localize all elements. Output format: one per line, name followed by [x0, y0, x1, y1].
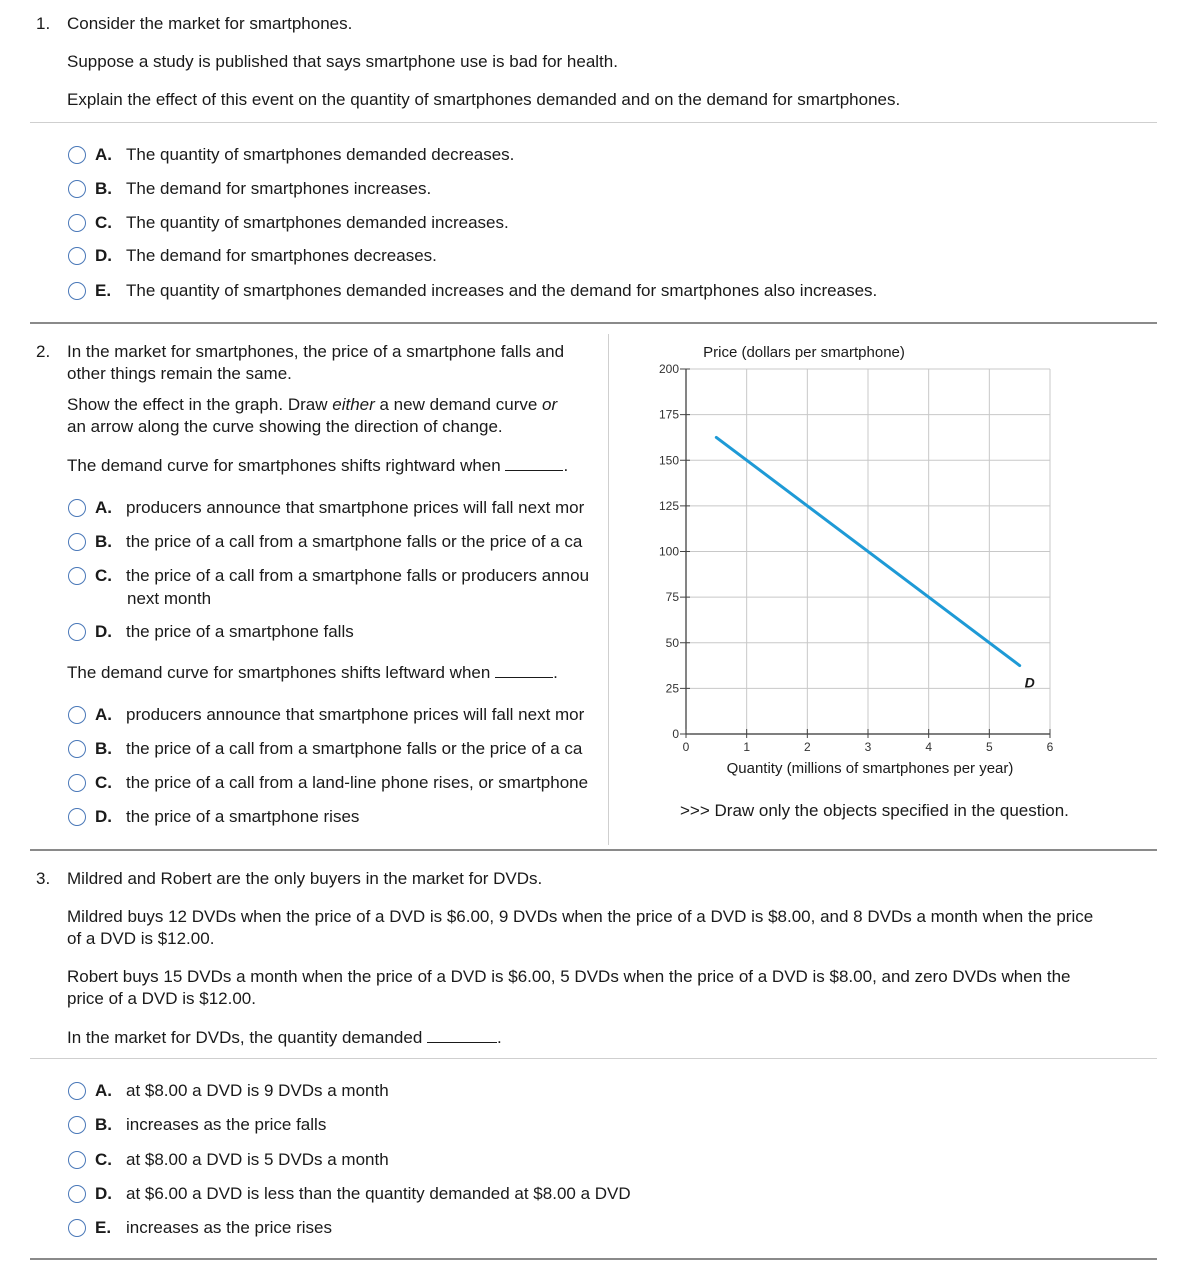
draw-instruction: >>> Draw only the objects specified in the question.: [680, 801, 1069, 820]
q3-option-e[interactable]: E. increases as the price rises: [68, 1217, 332, 1239]
q2-left-option-c[interactable]: C. the price of a call from a land-line phone rises, or smartphone: [68, 772, 602, 794]
q2-left-option-a[interactable]: A. producers announce that smartphone prices will fall next mor: [68, 704, 602, 726]
q2-right-option-a[interactable]: A. producers announce that smartphone prices will fall next mor: [68, 497, 602, 519]
question-1-prompt: Explain the effect of this event on the quantity of smartphones demanded and on the demand for smartphones.: [67, 90, 901, 109]
question-1-scenario: Suppose a study is published that says smartphone use is bad for health.: [67, 52, 618, 71]
x-tick-label: 3: [864, 740, 872, 754]
answer-blank: [427, 1029, 497, 1043]
question-2-intro-line1: In the market for smartphones, the price of a smartphone falls and: [67, 342, 565, 361]
question-2-intro-line2: other things remain the same.: [67, 364, 292, 383]
q2-right-option-c[interactable]: C. the price of a call from a smartphone falls or producers annou: [68, 565, 602, 587]
robert-schedule-line2: price of a DVD is $12.00.: [67, 989, 256, 1008]
q1-option-b[interactable]: B. The demand for smartphones increases.: [68, 178, 431, 200]
question-2-instruction-line2: an arrow along the curve showing the direction of change.: [67, 417, 503, 436]
x-axis-label: Quantity (millions of smartphones per year): [726, 760, 1014, 777]
radio-button[interactable]: [68, 774, 86, 792]
column-divider: [608, 334, 609, 845]
question-2-number: 2.: [36, 342, 51, 361]
y-tick-label: 50: [665, 635, 679, 650]
y-tick-label: 150: [658, 453, 679, 468]
y-tick-label: 75: [665, 590, 679, 605]
q2-left-option-b[interactable]: B. the price of a call from a smartphone falls or the price of a ca: [68, 738, 602, 760]
q3-option-b[interactable]: B. increases as the price falls: [68, 1114, 326, 1136]
x-tick-label: 0: [682, 740, 690, 754]
radio-button[interactable]: [68, 1185, 86, 1203]
y-tick-label: 100: [658, 544, 679, 559]
question-separator: [30, 849, 1157, 851]
q2-left-option-d[interactable]: D. the price of a smartphone rises: [68, 806, 602, 828]
x-tick-label: 1: [743, 740, 751, 754]
curve-label: D: [1024, 674, 1035, 691]
x-tick-label: 4: [925, 740, 933, 754]
radio-button[interactable]: [68, 623, 86, 641]
y-tick-label: 0: [672, 727, 679, 741]
mildred-schedule-line1: Mildred buys 12 DVDs when the price of a DVD is $6.00, 9 DVDs when the price of a DVD is $8.00, and 8 DVDs a month when the price: [67, 907, 1094, 926]
radio-button[interactable]: [68, 1082, 86, 1100]
radio-button[interactable]: [68, 1116, 86, 1134]
question-3-prompt: In the market for DVDs, the quantity demanded .: [67, 1028, 502, 1047]
radio-button[interactable]: [68, 1219, 86, 1237]
radio-button[interactable]: [68, 740, 86, 758]
robert-schedule-line1: Robert buys 15 DVDs a month when the price of a DVD is $6.00, 5 DVDs when the price of a DVD is $8.00, and zero DVDs when the: [67, 967, 1071, 986]
q3-option-d[interactable]: D. at $6.00 a DVD is less than the quantity demanded at $8.00 a DVD: [68, 1183, 631, 1205]
y-axis-label: Price (dollars per smartphone): [703, 344, 905, 361]
question-2-instruction-line1: Show the effect in the graph. Draw either a new demand curve or: [67, 395, 558, 414]
radio-button[interactable]: [68, 533, 86, 551]
x-tick-label: 5: [985, 740, 993, 754]
radio-button[interactable]: [68, 282, 86, 300]
q3-option-a[interactable]: A. at $8.00 a DVD is 9 DVDs a month: [68, 1080, 389, 1102]
x-tick-label: 2: [803, 740, 811, 754]
radio-button[interactable]: [68, 567, 86, 585]
rightward-shift-prompt: The demand curve for smartphones shifts rightward when .: [67, 456, 569, 475]
y-tick-label: 25: [665, 681, 679, 696]
q2-right-option-c-continuation: next month: [127, 589, 212, 608]
question-separator: [30, 322, 1157, 324]
q2-right-option-d[interactable]: D. the price of a smartphone falls: [68, 621, 602, 643]
leftward-shift-prompt: The demand curve for smartphones shifts leftward when .: [67, 663, 558, 682]
radio-button[interactable]: [68, 706, 86, 724]
question-separator: [30, 1258, 1157, 1260]
question-1-intro: Consider the market for smartphones.: [67, 14, 353, 33]
radio-button[interactable]: [68, 180, 86, 198]
q1-option-e[interactable]: E. The quantity of smartphones demanded increases and the demand for smartphones also increases.: [68, 280, 877, 302]
radio-button[interactable]: [68, 499, 86, 517]
q1-option-c[interactable]: C. The quantity of smartphones demanded increases.: [68, 212, 509, 234]
radio-button[interactable]: [68, 214, 86, 232]
question-3-intro: Mildred and Robert are the only buyers in the market for DVDs.: [67, 869, 543, 888]
q3-option-c[interactable]: C. at $8.00 a DVD is 5 DVDs a month: [68, 1149, 389, 1171]
radio-button[interactable]: [68, 808, 86, 826]
x-tick-label: 6: [1046, 740, 1054, 754]
question-1-number: 1.: [36, 14, 51, 33]
q1-option-d[interactable]: D. The demand for smartphones decreases.: [68, 245, 437, 267]
radio-button[interactable]: [68, 146, 86, 164]
y-tick-label: 200: [658, 362, 679, 376]
divider: [30, 122, 1157, 123]
divider: [30, 1058, 1157, 1059]
answer-blank: [505, 457, 563, 471]
demand-graph[interactable]: [640, 334, 1160, 834]
y-tick-label: 125: [658, 498, 679, 513]
q1-option-a[interactable]: A. The quantity of smartphones demanded decreases.: [68, 144, 514, 166]
radio-button[interactable]: [68, 247, 86, 265]
q2-right-option-b[interactable]: B. the price of a call from a smartphone falls or the price of a ca: [68, 531, 602, 553]
question-3-number: 3.: [36, 869, 51, 888]
mildred-schedule-line2: of a DVD is $12.00.: [67, 929, 215, 948]
radio-button[interactable]: [68, 1151, 86, 1169]
answer-blank: [495, 664, 553, 678]
y-tick-label: 175: [658, 407, 679, 422]
